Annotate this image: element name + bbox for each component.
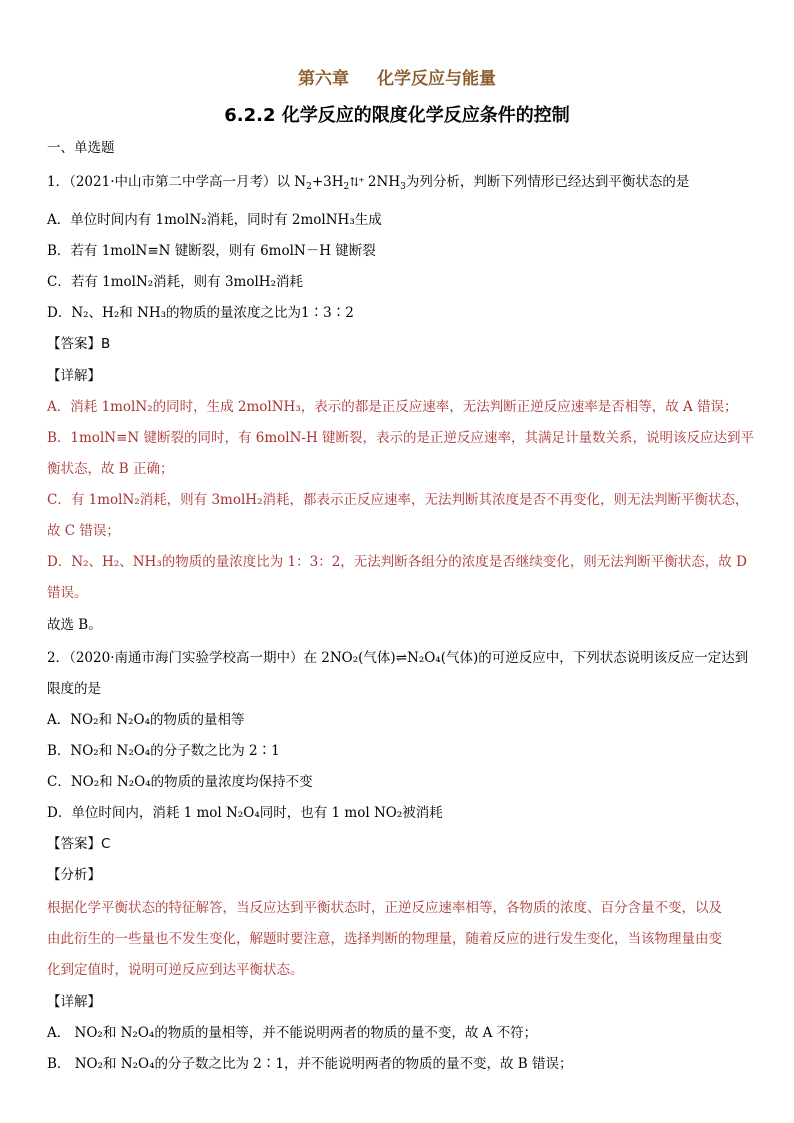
q1-explain-c2: 故 C 错误； (47, 523, 120, 539)
q1-stem: 1．（2021·中山市第二中学高一月考）以 $N_2+3H_2⇅^+$ $2NH_3$为列分析，判断下列情形已经达到平衡状态的是 (47, 174, 690, 192)
q1-stem-mid1: +3H (311, 174, 344, 190)
chapter-title: 化学反应与能量 (377, 69, 496, 89)
q1-conclusion: 故选 B。 (47, 617, 102, 633)
q1-answer: 【答案】B (47, 336, 111, 352)
q1-option-a: A．单位时间内有 1molN₂消耗，同时有 2molNH₃生成 (47, 212, 382, 228)
q1-stem-suffix: 为列分析，判断下列情形已经达到平衡状态的是 (405, 174, 690, 190)
chapter-heading (0, 64, 794, 89)
q1-explain-d2: 错误。 (47, 585, 88, 601)
q1-option-d: D．N₂、H₂和 NH₃的物质的量浓度之比为1∶3∶2 (47, 305, 354, 321)
q2-explain-a: A． NO₂和 N₂O₄的物质的量相等，并不能说明两者的物质的量不变，故 A 不符； (47, 1025, 538, 1041)
section-heading: 一、单选题 (47, 140, 115, 156)
q1-option-c: C．若有 1molN₂消耗，则有 3molH₂消耗 (47, 274, 303, 290)
q1-stem-mid2: 2NH (363, 174, 401, 190)
q2-option-d: D．单位时间内，消耗 1 mol N₂O₄同时，也有 1 mol NO₂被消耗 (47, 805, 443, 821)
reversible-arrows-icon: ⇅⁺ (349, 175, 364, 189)
q2-option-a: A．NO₂和 N₂O₄的物质的量相等 (47, 712, 245, 728)
q2-analysis-line1: 根据化学平衡状态的特征解答，当反应达到平衡状态时，正逆反应速率相等，各物质的浓度、百分含量不变，以及 (47, 900, 722, 916)
q2-explain-b: B． NO₂和 N₂O₄的分子数之比为 2∶1，并不能说明两者的物质的量不变，故 B 错误； (47, 1056, 573, 1072)
q1-stem-prefix: 1．（2021·中山市第二中学高一月考）以 N (47, 174, 307, 190)
q1-explain-d1: D．N₂、H₂、NH₃的物质的量浓度比为 1：3：2，无法判断各组分的浓度是否继续变化，则无法判断平衡状态，故 D (47, 554, 747, 570)
q2-stem-line1: 2．（2020·南通市海门实验学校高一期中）在 2NO₂(气体)⇌N₂O₄(气体)的可逆反应中，下列状态说明该反应一定达到 (47, 650, 749, 666)
q2-detail-heading: 【详解】 (47, 994, 101, 1010)
q1-explain-a: A．消耗 1molN₂的同时，生成 2molNH₃，表示的都是正反应速率，无法判断正逆反应速率是否相等，故 A 错误； (47, 399, 738, 415)
q2-option-b: B．NO₂和 N₂O₄的分子数之比为 2∶1 (47, 743, 280, 759)
q1-detail-heading: 【详解】 (47, 368, 101, 384)
q1-explain-b2: 衡状态，故 B 正确； (47, 461, 174, 477)
q1-explain-b1: B．1molN≡N 键断裂的同时，有 6molN-H 键断裂，表示的是正逆反应速率，其满足计量数关系，说明该反应达到平 (47, 430, 755, 446)
q2-analysis-heading: 【分析】 (47, 867, 101, 883)
q1-option-b: B．若有 1molN≡N 键断裂，则有 6molN－H 键断裂 (47, 243, 376, 259)
q2-analysis-line3: 化到定值时，说明可逆反应到达平衡状态。 (47, 962, 304, 978)
q2-option-c: C．NO₂和 N₂O₄的物质的量浓度均保持不变 (47, 774, 313, 790)
q2-answer: 【答案】C (47, 836, 111, 852)
lesson-title: 6.2.2 化学反应的限度化学反应条件的控制 (224, 105, 570, 126)
q2-stem-line2: 限度的是 (47, 681, 101, 697)
q1-explain-c1: C．有 1molN₂消耗，则有 3molH₂消耗，都表示正反应速率，无法判断其浓度是否不再变化，则无法判断平衡状态， (47, 492, 749, 508)
q2-analysis-line2: 由此衍生的一些量也不发生变化，解题时要注意，选择判断的物理量，随着反应的进行发生变化，当该物理量由变 (47, 931, 722, 947)
chapter-number: 第六章 (298, 69, 349, 89)
